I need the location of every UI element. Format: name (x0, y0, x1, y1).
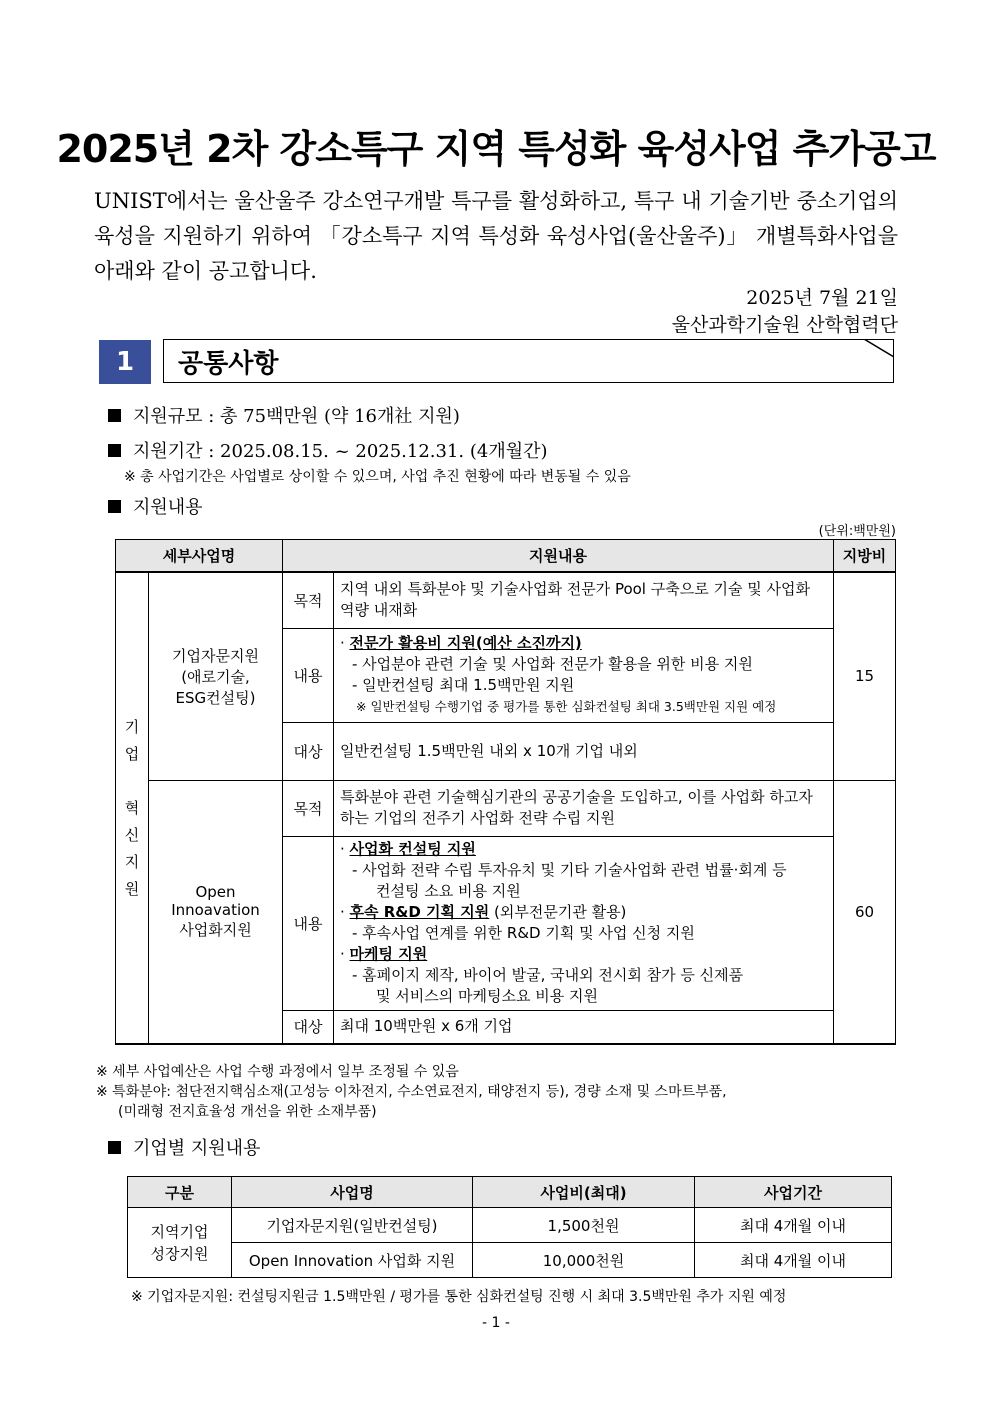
table-header-row (116, 540, 896, 573)
announcing-organization: 울산과학기술원 산학협력단 (671, 314, 898, 336)
budget-cell: 15 (834, 572, 896, 780)
row-label: 내용 (283, 836, 334, 1010)
page-title: 2025년 2차 강소특구 지역 특성화 육성사업 추가공고 (56, 127, 936, 171)
intro-paragraph: UNIST에서는 울산울주 강소연구개발 특구를 활성화하고, 특구 내 기술기반 중소기업의 육성을 지원하기 위하여 「강소특구 지역 특성화 육성사업(울산울주)」 개별특화사업을 아래와 같이 공고합니다. (94, 189, 898, 283)
table-row (128, 1243, 892, 1278)
page-number: - 1 - (482, 1315, 510, 1331)
announcement-date-block (672, 285, 898, 339)
row-label: 대상 (283, 1010, 334, 1044)
square-bullet-icon (108, 500, 121, 513)
bullet-by-company: 기업별 지원내용 (108, 1134, 260, 1160)
square-bullet-icon (108, 444, 121, 457)
square-bullet-icon (108, 409, 121, 422)
group-label-cell: 기 업 혁 신 지 원 (116, 572, 149, 1044)
column-header: 지원내용 (283, 540, 834, 573)
square-bullet-icon (108, 1141, 121, 1154)
row-label: 내용 (283, 628, 334, 722)
bullet-support-period: 지원기간 : 2025.08.15. ~ 2025.12.31. (4개월간) (108, 437, 548, 463)
table-header-row (128, 1177, 892, 1208)
section-title: 공통사항 (178, 349, 279, 379)
row-label: 목적 (283, 780, 334, 836)
column-header: 세부사업명 (116, 540, 283, 573)
footnote: ※ 세부 사업예산은 사업 수행 과정에서 일부 조정될 수 있음 (96, 1064, 459, 1080)
period-cell: 최대 4개월 이내 (695, 1208, 892, 1243)
program-name-cell: 기업자문지원 (애로기술, ESG컨설팅) (149, 572, 283, 780)
period-cell: 최대 4개월 이내 (695, 1243, 892, 1278)
purpose-cell: 지역 내외 특화분야 및 기술사업화 전문가 Pool 구축으로 기술 및 사업화 역량 내재화 (334, 572, 834, 628)
bullet-support-scale: 지원규모 : 총 75백만원 (약 16개社 지원) (108, 402, 460, 428)
content-cell: · 사업화 컨설팅 지원 - 사업화 전략 수립 투자유치 및 기타 기술사업화 관련 법률·회계 등 컨설팅 소요 비용 지원 · 후속 R&D 기획 지원 (외부전문기관 활용) - 후속사업 연계를 위한 R&D 기획 및 사업 신청 지원 · 마케팅 지원 - 홈페이지 제작, 바이어 발굴, 국내외 전시회 참가 등 신제품 및 서비스의 마케팅소요 비용 지원 (334, 836, 834, 1010)
unit-label: (단위:백만원) (818, 524, 896, 539)
column-header: 사업명 (232, 1177, 473, 1208)
content-cell: · 전문가 활용비 지원(예산 소진까지) - 사업분야 관련 기술 및 사업화 전문가 활용을 위한 비용 지원 - 일반컨설팅 최대 1.5백만원 지원 ※ 일반컨설팅 수행기업 중 평가를 통한 심화컨설팅 최대 3.5백만원 지원 예정 (334, 628, 834, 722)
table-footnotes (96, 1062, 896, 1122)
program-name-cell: 기업자문지원(일반컨설팅) (232, 1208, 473, 1243)
row-label: 대상 (283, 722, 334, 780)
cost-cell: 1,500천원 (473, 1208, 695, 1243)
purpose-cell: 특화분야 관련 기술핵심기관의 공공기술을 도입하고, 이를 사업화 하고자 하는 기업의 전주기 사업화 전략 수립 지원 (334, 780, 834, 836)
footnote: (미래형 전지효율성 개선을 위한 소재부품) (118, 1104, 377, 1120)
column-header: 사업기간 (695, 1177, 892, 1208)
group-cell: 지역기업 성장지원 (128, 1208, 232, 1278)
target-cell: 일반컨설팅 1.5백만원 내외 x 10개 기업 내외 (334, 722, 834, 780)
column-header: 사업비(최대) (473, 1177, 695, 1208)
table-row (128, 1208, 892, 1243)
row-label: 목적 (283, 572, 334, 628)
program-name-cell: Open Innovation 사업화 지원 (232, 1243, 473, 1278)
footnote: ※ 특화분야: 첨단전지핵심소재(고성능 이차전지, 수소연료전지, 태양전지 등), 경량 소재 및 스마트부품, (96, 1084, 727, 1100)
column-header: 지방비 (834, 540, 896, 573)
bullet-support-content: 지원내용 (108, 493, 203, 519)
section-number: 1 (99, 340, 151, 384)
table-row (116, 572, 896, 628)
target-cell: 최대 10백만원 x 6개 기업 (334, 1010, 834, 1044)
budget-cell: 60 (834, 780, 896, 1044)
table-row (116, 780, 896, 836)
announcement-date: 2025년 7월 21일 (746, 287, 898, 309)
page-fold-icon (864, 339, 894, 363)
support-content-table (115, 539, 896, 1045)
table2-note: ※ 기업자문지원: 컨설팅지원금 1.5백만원 / 평가를 통한 심화컨설팅 진행 시 최대 3.5백만원 추가 지원 예정 (131, 1289, 787, 1305)
period-note: ※ 총 사업기간은 사업별로 상이할 수 있으며, 사업 추진 현황에 따라 변동될 수 있음 (124, 469, 631, 485)
program-name-cell: Open Innoavation 사업화지원 (149, 780, 283, 1044)
cost-cell: 10,000천원 (473, 1243, 695, 1278)
column-header: 구분 (128, 1177, 232, 1208)
company-support-table (127, 1176, 892, 1278)
